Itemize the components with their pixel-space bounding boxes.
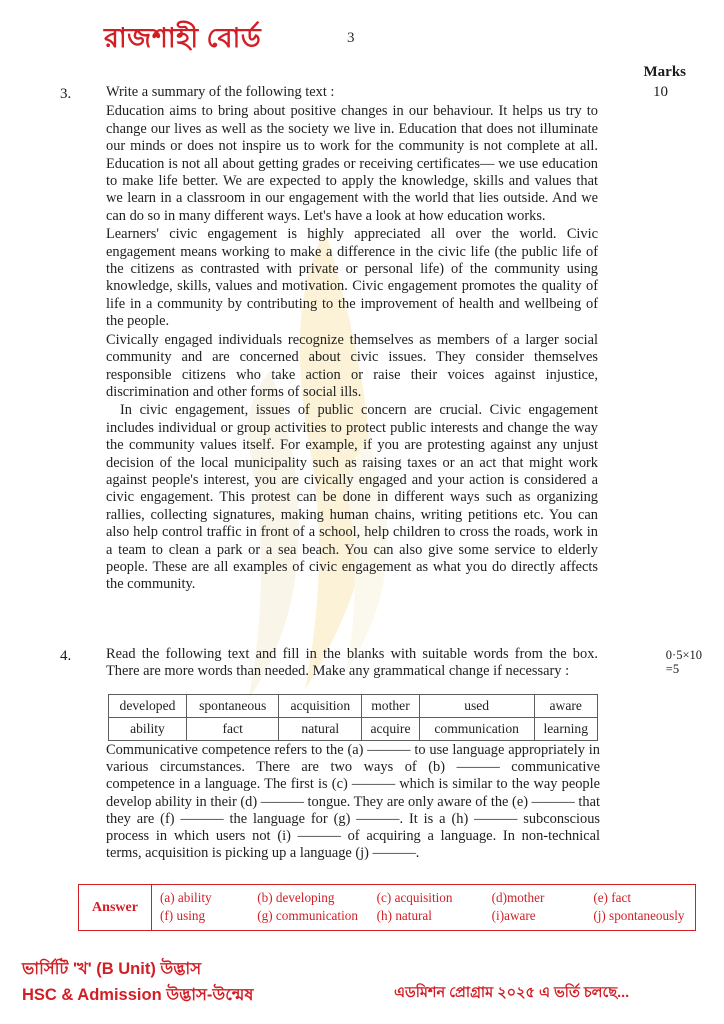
answer-grid (152, 885, 695, 930)
question-3-number: 3. (60, 86, 72, 102)
word-cell: acquisition (279, 695, 362, 718)
question-4-body (106, 646, 598, 683)
answer-item: (h) natural (376, 908, 432, 923)
question-3-paragraph-3: Civically engaged individuals recognize themselves as members of a larger social community and are concerned about civic issues. They consider themselves responsible citizens who take action or raise their voices against injustice, discrimination and other forms of social ills. (106, 331, 598, 400)
board-title: রাজশাহী বোর্ড (104, 23, 262, 53)
answer-item: (i)aware (491, 908, 536, 923)
question-3-paragraph-2: Learners' civic engagement is highly appreciated all over the world. Civic engagement means working to make a difference in the civic life (the public life of the citizens as contrasted with private or personal life) of the community using knowledge, skills, values and motivation. Civic engagement promotes the quality of life in a community by contributing to the improvement of health and wellbeing of the people. (106, 226, 598, 330)
word-cell: aware (534, 695, 598, 718)
question-3-paragraph-1: Education aims to bring about positive changes in our behaviour. It helps us try to change our lives as well as the society we live in. Education that does not illuminate our minds or does not inspire us to work for the community is not complete at all. Education is not all about getting grades or receiving certificates— we use education to make life better. We are expected to apply the knowledge, skills and values that we learn in a classroom in our engagement with the world that lies outside. And we can do so in many different ways. Let's have a look at how education works. (106, 103, 598, 224)
answer-item: (f) using (160, 908, 206, 923)
question-4-marks-line2: =5 (665, 662, 680, 676)
word-cell: acquire (362, 718, 420, 741)
word-cell: fact (186, 718, 278, 741)
footer-brand-line2: HSC & Admission উদ্ভাস-উন্মেষ (22, 986, 254, 1004)
word-cell: communication (419, 718, 534, 741)
question-4-number: 4. (60, 648, 72, 664)
question-3-body (106, 84, 598, 595)
question-4-prompt: Read the following text and fill in the blanks with suitable words from the box. There are more words than needed. Make any grammatical change if necessary : (106, 646, 598, 680)
word-cell: spontaneous (186, 695, 278, 718)
word-cell: natural (279, 718, 362, 741)
table-row (109, 718, 598, 741)
question-4-marks (666, 648, 702, 676)
answer-item: (j) spontaneously (593, 908, 685, 923)
answer-item: (c) acquisition (376, 890, 453, 905)
answer-item: (g) communication (257, 908, 358, 923)
answer-item: (d)mother (491, 890, 545, 905)
word-cell: developed (109, 695, 187, 718)
answer-item: (a) ability (160, 890, 212, 905)
page-number: 3 (347, 30, 355, 46)
footer-promo-text: এডমিশন প্রোগ্রাম ২০২৫ এ ভর্তি চলছে... (394, 985, 630, 1001)
question-3-prompt: Write a summary of the following text : (106, 84, 335, 100)
word-cell: ability (109, 718, 187, 741)
word-cell: learning (534, 718, 598, 741)
answer-label: Answer (79, 885, 152, 930)
marks-value: 10 (653, 84, 668, 100)
answer-item: (e) fact (593, 890, 632, 905)
question-4-marks-line1: 0·5×10 (665, 648, 702, 662)
answer-item: (b) developing (257, 890, 335, 905)
marks-label: Marks (643, 64, 686, 80)
table-row (109, 695, 598, 718)
word-cell: used (419, 695, 534, 718)
word-cell: mother (362, 695, 420, 718)
answer-box (78, 884, 696, 931)
question-4-passage: Communicative competence refers to the (a) ——— to use language appropriately in various circumstances. There are two ways of (b) ——— communicative competence in a language. The first is (c) ——— which is similar to the way people develop ability in their (d) ——— tongue. They are only aware of the (e) ——— that they are (f) ——— the language for (g) ———. It is a (h) ——— subconscious process in which users not (i) ——— of acquiring a language. In non-technical terms, acquisition is picking up a language (j) ———. (106, 742, 600, 862)
question-3-paragraph-4: In civic engagement, issues of public concern are crucial. Civic engagement includes individual or group activities to protect public interests and change the way the community values itself. For example, if you are protesting against any unjust decision of the local municipality such as raising taxes or an act that might work against people's interest, you are civically engaged and your action is considered a civic engagement. This protest can be done in different ways such as organizing rallies, collecting signatures, making human chains, writing petitions etc. You can also help control traffic in front of a school, help children to cross the roads, work in a team to clean a park or a sea beach. You can also give some service to elderly people. These are all examples of civic engagement as what you do directly affects the community. (106, 402, 598, 593)
word-box-table (108, 694, 598, 741)
footer-brand-line1: ভার্সিটি 'খ' (B Unit) উদ্ভাস (22, 960, 202, 978)
